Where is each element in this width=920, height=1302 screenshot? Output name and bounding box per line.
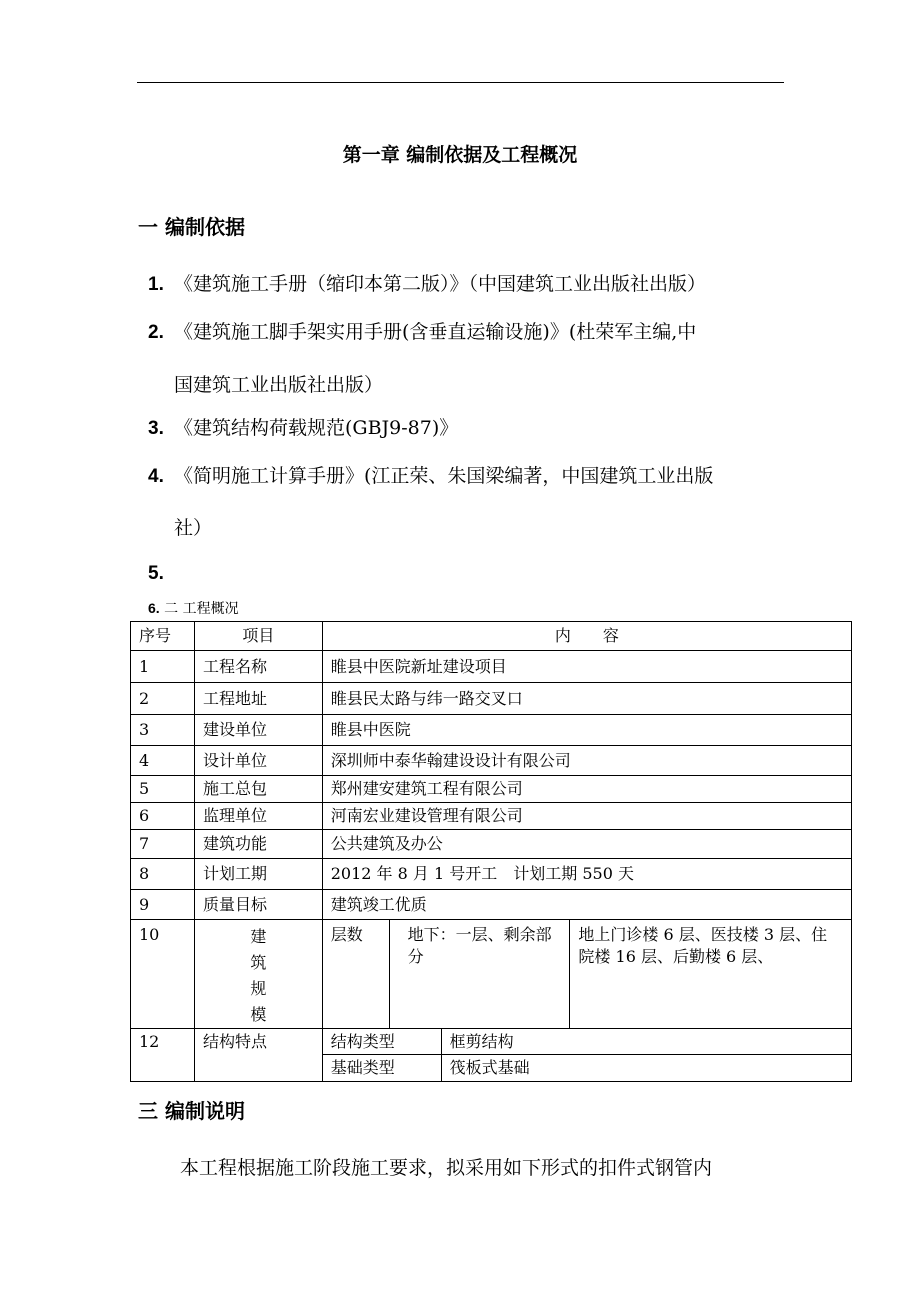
notes-paragraph: 本工程根据施工阶段施工要求，拟采用如下形式的扣件式钢管内: [180, 1157, 713, 1179]
aboveground-floors: 地上门诊楼 6 层、医技楼 3 层、住院楼 16 层、后勤楼 6 层、: [570, 920, 852, 1029]
table-header-row: [131, 622, 852, 651]
table-row: [131, 803, 852, 830]
floors-label: 层数: [322, 920, 389, 1029]
item-number: 3.: [148, 418, 164, 439]
table-row-scale: [131, 920, 852, 1029]
item-number: 2.: [148, 322, 164, 343]
section-heading-notes: 三 编制说明: [138, 1099, 245, 1123]
row-no: 2: [131, 683, 195, 715]
row-item: 建设单位: [194, 715, 322, 746]
row-item: 工程地址: [194, 683, 322, 715]
caption-number: 6.: [148, 600, 160, 616]
row-no: 3: [131, 715, 195, 746]
row-no: 8: [131, 859, 195, 890]
item-text: 《简明施工计算手册》(江正荣、朱国梁编著，中国建筑工业出版: [174, 465, 714, 487]
item-number: 1.: [148, 274, 164, 295]
vertical-char: 规: [250, 979, 267, 998]
row-item: 工程名称: [194, 651, 322, 683]
vertical-char: 建: [250, 927, 267, 946]
struct-type-value: 框剪结构: [441, 1029, 851, 1055]
caption-text: 二 工程概况: [164, 601, 239, 617]
row-content: 睢县中医院: [322, 715, 851, 746]
table-row: [131, 746, 852, 776]
row-no: 1: [131, 651, 195, 683]
item-text: 《建筑施工手册（缩印本第二版）》（中国建筑工业出版社出版）: [174, 273, 707, 295]
table-row: [131, 859, 852, 890]
reference-item-4: [148, 460, 713, 493]
row-item: 计划工期: [194, 859, 322, 890]
chapter-title: 第一章 编制依据及工程概况: [342, 144, 578, 166]
row-item: 质量目标: [194, 890, 322, 920]
table-row: [131, 683, 852, 715]
foundation-label: 基础类型: [322, 1055, 441, 1082]
row-content: 睢县中医院新址建设项目: [322, 651, 851, 683]
table-caption: [148, 598, 239, 618]
header-rule: [137, 82, 784, 83]
struct-type-label: 结构类型: [322, 1029, 441, 1055]
row-no: 4: [131, 746, 195, 776]
row-item: 监理单位: [194, 803, 322, 830]
row-no: 5: [131, 776, 195, 803]
row-no: 7: [131, 830, 195, 859]
row-content: 建筑竣工优质: [322, 890, 851, 920]
table-row: [131, 651, 852, 683]
header-item: 项目: [194, 622, 322, 651]
table-row: [131, 830, 852, 859]
reference-item-1: [148, 268, 706, 301]
reference-item-2: [148, 316, 696, 349]
reference-item-5: [148, 557, 174, 590]
section-heading-basis: 一 编制依据: [138, 215, 245, 239]
row-content: 郑州建安建筑工程有限公司: [322, 776, 851, 803]
table-row: [131, 776, 852, 803]
row-no: 6: [131, 803, 195, 830]
row-item: 设计单位: [194, 746, 322, 776]
row-item: 施工总包: [194, 776, 322, 803]
item-number: 4.: [148, 466, 164, 487]
row-no: 9: [131, 890, 195, 920]
row-item-vertical: [194, 920, 322, 1029]
vertical-char: 模: [250, 1005, 267, 1024]
reference-item-2-continued: 国建筑工业出版社出版）: [174, 374, 384, 396]
row-content: 2012 年 8 月 1 号开工 计划工期 550 天: [322, 859, 851, 890]
item-text: 《建筑结构荷载规范(GBJ9-87)》: [174, 417, 459, 439]
reference-item-4-continued: 社）: [174, 517, 213, 539]
item-text: 《建筑施工脚手架实用手册(含垂直运输设施)》(杜荣军主编,中: [174, 321, 697, 343]
row-no: 12: [131, 1029, 195, 1082]
table-row: [131, 890, 852, 920]
table-row-structure: [131, 1029, 852, 1055]
row-content: 河南宏业建设管理有限公司: [322, 803, 851, 830]
header-content: 内 容: [322, 622, 851, 651]
item-number: 5.: [148, 563, 164, 584]
underground-floors: 地下：一层、剩余部分: [389, 920, 570, 1029]
row-content: 睢县民太路与纬一路交叉口: [322, 683, 851, 715]
foundation-value: 筏板式基础: [441, 1055, 851, 1082]
header-no: 序号: [131, 622, 195, 651]
reference-item-3: [148, 412, 458, 445]
vertical-char: 筑: [250, 953, 267, 972]
row-content: 公共建筑及办公: [322, 830, 851, 859]
row-no: 10: [131, 920, 195, 1029]
row-item: 结构特点: [194, 1029, 322, 1082]
table-row: [131, 715, 852, 746]
row-item: 建筑功能: [194, 830, 322, 859]
project-overview-table: [130, 621, 852, 1082]
row-content: 深圳师中泰华翰建设设计有限公司: [322, 746, 851, 776]
